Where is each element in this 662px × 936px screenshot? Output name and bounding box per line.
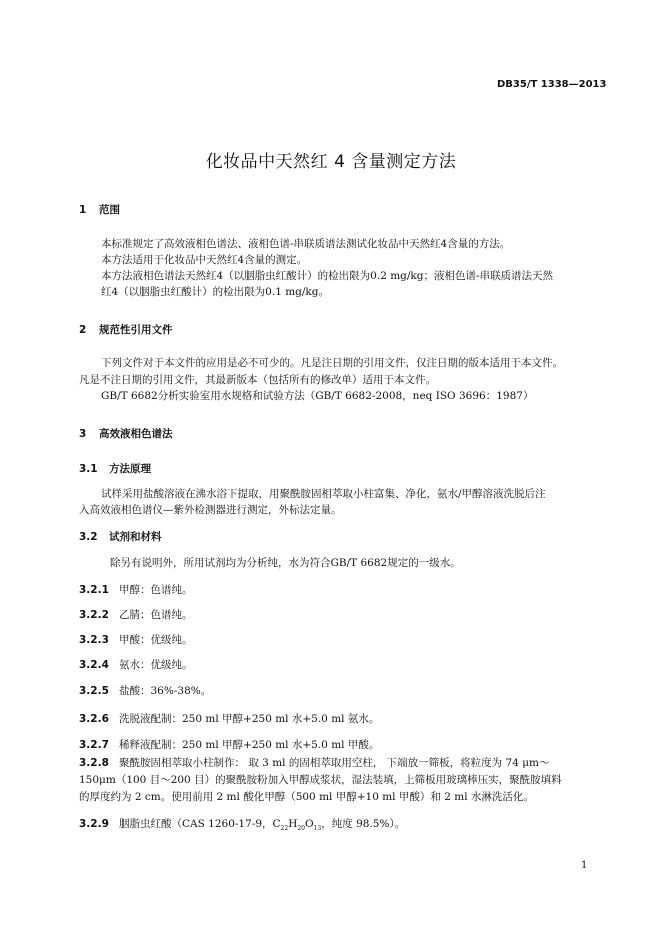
item-text: 盐酸：36%-38%。: [119, 685, 212, 697]
paragraph: 试样采用盐酸溶液在沸水浴下提取，用聚酰胺固相萃取小柱富集、净化，氨水/甲醇溶液洗脱后注: [101, 488, 546, 500]
section-number: 3: [79, 428, 87, 440]
paragraph: 红4（以胭脂虫红酸计）的检出限为0.1 mg/kg。: [101, 286, 330, 298]
paragraph: 的厚度约为 2 cm。使用前用 2 ml 酸化甲醇（500 ml 甲醇+10 ml 甲酸）和 2 ml 水淋洗活化。: [79, 791, 534, 803]
item-number: 3.2.2: [79, 609, 109, 621]
section-title: 方法原理: [109, 463, 151, 475]
section-1-heading: [79, 202, 120, 217]
item-text: 聚酰胺固相萃取小柱制作： 取 3 ml 的固相萃取用空柱， 下端放一筛板，将粒度为 74 μm～: [119, 757, 550, 769]
section-3-heading: [79, 426, 173, 441]
list-item: [79, 632, 193, 647]
item-number: 3.2.8: [79, 757, 109, 769]
reference: GB/T 6682分析实验室用水规格和试验方法（GB/T 6682-2008，neq ISO 3696：1987）: [101, 390, 534, 402]
list-item: [79, 816, 405, 832]
paragraph: 下列文件对于本文件的应用是必不可少的。凡是注日期的引用文件，仅注日期的版本适用于本文件。: [101, 357, 563, 369]
document-title: 化妆品中天然红 4 含量测定方法: [205, 152, 457, 172]
paragraph: 本标准规定了高效液相色谱法、液相色谱-串联质谱法测试化妆品中天然红4含量的方法。: [101, 238, 511, 250]
page-number: 1: [581, 860, 588, 871]
section-title: 试剂和材料: [109, 531, 162, 543]
paragraph: 本方法适用于化妆品中天然红4含量的测定。: [101, 254, 308, 266]
subsection-3-1-heading: [79, 461, 151, 476]
list-item: [79, 755, 550, 770]
item-number: 3.2.1: [79, 584, 109, 596]
section-number: 3.2: [79, 531, 98, 543]
item-number: 3.2.4: [79, 659, 109, 671]
section-title: 规范性引用文件: [99, 324, 173, 336]
section-title: 高效液相色谱法: [99, 428, 173, 440]
paragraph: 入高效液相色谱仪—紫外检测器进行测定，外标法定量。: [79, 504, 342, 516]
standard-number: DB35/T 1338—2013: [497, 79, 607, 90]
item-number: 3.2.3: [79, 634, 109, 646]
paragraph: 除另有说明外，所用试剂均为分析纯，水为符合GB/T 6682规定的一级水。: [110, 557, 461, 569]
list-item: [79, 657, 193, 672]
section-title: 范围: [99, 204, 120, 216]
subsection-3-2-heading: [79, 529, 162, 544]
item-number: 3.2.5: [79, 685, 109, 697]
list-item: [79, 737, 379, 752]
item-number: 3.2.6: [79, 713, 109, 725]
item-text: 洗脱液配制：250 ml 甲醇+250 ml 水+5.0 ml 氨水。: [119, 713, 380, 725]
paragraph: 本方法液相色谱法天然红4（以胭脂虫红酸计）的检出限为0.2 mg/kg；液相色谱-串联质谱法天然: [101, 270, 554, 282]
item-text: 稀释液配制：250 ml 甲醇+250 ml 水+5.0 ml 甲酸。: [119, 739, 380, 751]
list-item: [79, 711, 379, 726]
section-number: 3.1: [79, 463, 98, 475]
list-item: [79, 582, 193, 597]
list-item: [79, 683, 211, 698]
item-number: 3.2.9: [79, 818, 109, 830]
item-text: 甲醇：色谱纯。: [119, 584, 193, 596]
item-text: 氨水：优级纯。: [119, 659, 193, 671]
item-text: 胭脂虫红酸（CAS 1260-17-9，$C_{22}H_{20}O_{13}$，纯度 98.5%）。: [119, 818, 406, 833]
paragraph: 凡是不注日期的引用文件，其最新版本（包括所有的修改单）适用于本文件。: [79, 374, 436, 386]
section-number: 1: [79, 204, 87, 216]
paragraph: 150μm（100 目～200 目）的聚酰胺粉加入甲醇成浆状，湿法装填，上筛板用玻璃棒压实，聚酰胺填料: [79, 774, 562, 786]
section-number: 2: [79, 324, 87, 336]
list-item: [79, 607, 193, 622]
item-text: 乙腈：色谱纯。: [119, 609, 193, 621]
section-2-heading: [79, 322, 173, 337]
item-text: 甲酸：优级纯。: [119, 634, 193, 646]
item-number: 3.2.7: [79, 739, 109, 751]
